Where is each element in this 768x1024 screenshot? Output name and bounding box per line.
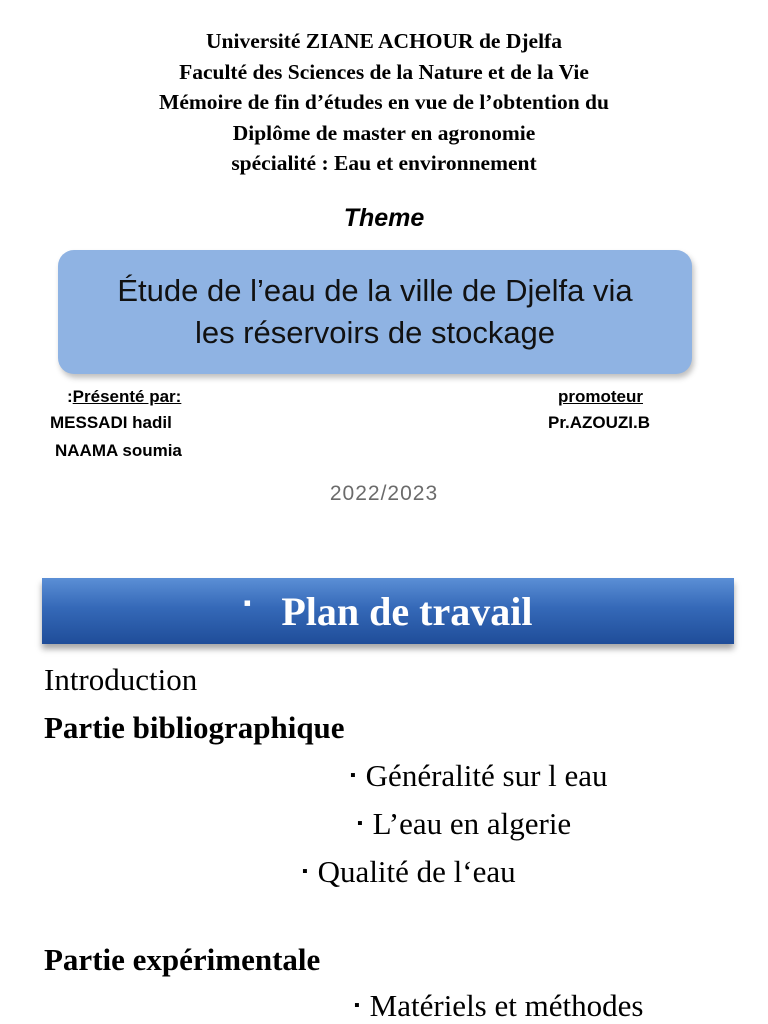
list-item xyxy=(302,854,516,890)
plan-title: Plan de travail xyxy=(281,588,533,634)
theme-title-box xyxy=(58,250,692,374)
degree-name: Diplôme de master en agronomie xyxy=(232,120,536,145)
list-item-label: Matériels et méthodes xyxy=(369,988,644,1023)
memoir-purpose: Mémoire de fin d’études en vue de l’obtention du xyxy=(159,90,609,114)
square-bullet-icon: ▪ xyxy=(350,767,356,784)
list-item xyxy=(350,758,608,794)
square-bullet-icon: ▪ xyxy=(354,997,360,1014)
promoter-name: Pr.AZOUZI.B xyxy=(548,413,651,432)
list-item xyxy=(357,806,571,842)
theme-title-line1: Étude de l’eau de la ville de Djelfa via xyxy=(117,273,633,308)
student-name-1: MESSADI hadil xyxy=(50,413,172,432)
faculty-name: Faculté des Sciences de la Nature et de la Vie xyxy=(179,59,589,84)
student-name-2: NAAMA soumia xyxy=(55,441,182,460)
academic-year: 2022/2023 xyxy=(329,482,439,505)
header-block xyxy=(0,26,768,179)
theme-title-line2: les réservoirs de stockage xyxy=(194,315,556,350)
plan-banner xyxy=(42,578,734,644)
square-bullet-icon: ▪ xyxy=(302,863,308,880)
part-bibliographic-title: Partie bibliographique xyxy=(44,710,345,745)
part-experimental-title: Partie expérimentale xyxy=(44,942,321,977)
square-bullet-icon: ▪ xyxy=(357,815,363,832)
presented-by-prefix: : xyxy=(67,387,73,406)
promoter-label: promoteur xyxy=(558,387,643,406)
list-item-label: L’eau en algerie xyxy=(372,806,572,841)
plan-introduction: Introduction xyxy=(44,662,198,697)
list-item-label: Qualité de l‘eau xyxy=(317,854,516,889)
university-name: Université ZIANE ACHOUR de Djelfa xyxy=(206,29,562,53)
list-item-label: Généralité sur l eau xyxy=(365,758,608,793)
presented-by-text: Présenté par: xyxy=(72,387,182,406)
presented-by-label xyxy=(67,387,181,407)
banner-bullet-icon: ▪ xyxy=(243,590,252,615)
list-item xyxy=(354,988,643,1024)
specialty: spécialité : Eau et environnement xyxy=(231,151,537,175)
theme-label: Theme xyxy=(343,204,425,232)
